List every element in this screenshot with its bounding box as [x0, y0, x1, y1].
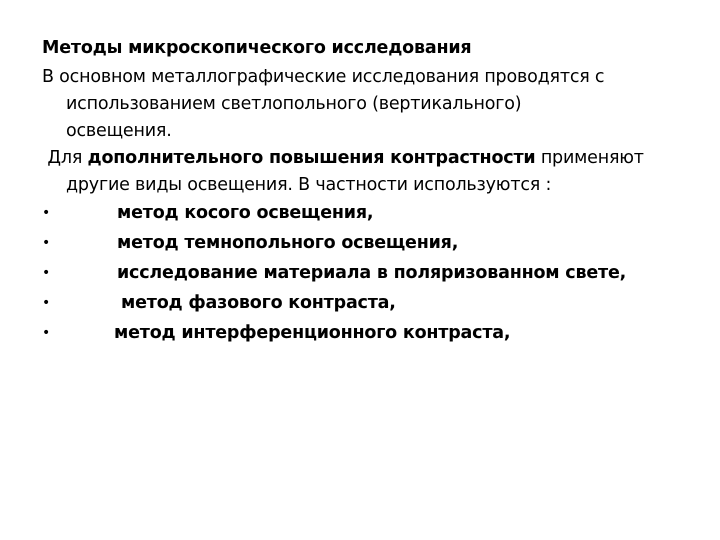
- list-item: [42, 199, 702, 227]
- bullet-icon: •: [42, 235, 51, 251]
- list-item-text: метод интерференционного контраста,: [114, 323, 511, 343]
- intro-line-1: В основном металлографические исследования проводятся с: [42, 67, 605, 87]
- list-item: [42, 259, 702, 287]
- list-item-text: исследование материала в поляризованном свете,: [117, 263, 627, 283]
- list-item-text: метод темнопольного освещения,: [117, 233, 459, 253]
- intro-line-3: освещения.: [66, 121, 172, 141]
- list-item-text: метод косого освещения,: [117, 203, 374, 223]
- bullet-icon: •: [42, 265, 51, 281]
- slide-title: Методы микроскопического исследования: [42, 38, 472, 58]
- contrast-suffix: применяют: [535, 148, 644, 168]
- contrast-line-2: другие виды освещения. В частности используются :: [66, 175, 552, 195]
- intro-line-2: использованием светлопольного (вертикального): [66, 94, 522, 114]
- bullet-icon: •: [42, 295, 51, 311]
- contrast-emphasis: дополнительного повышения контрастности: [87, 148, 536, 168]
- list-item: [42, 319, 702, 347]
- bullet-icon: •: [42, 325, 51, 341]
- contrast-prefix: Для: [42, 148, 88, 168]
- list-item: [42, 289, 702, 317]
- contrast-paragraph: [42, 145, 692, 199]
- list-item: [42, 229, 702, 257]
- bullet-icon: •: [42, 205, 51, 221]
- intro-paragraph: [42, 64, 692, 145]
- list-item-text: метод фазового контраста,: [121, 293, 396, 313]
